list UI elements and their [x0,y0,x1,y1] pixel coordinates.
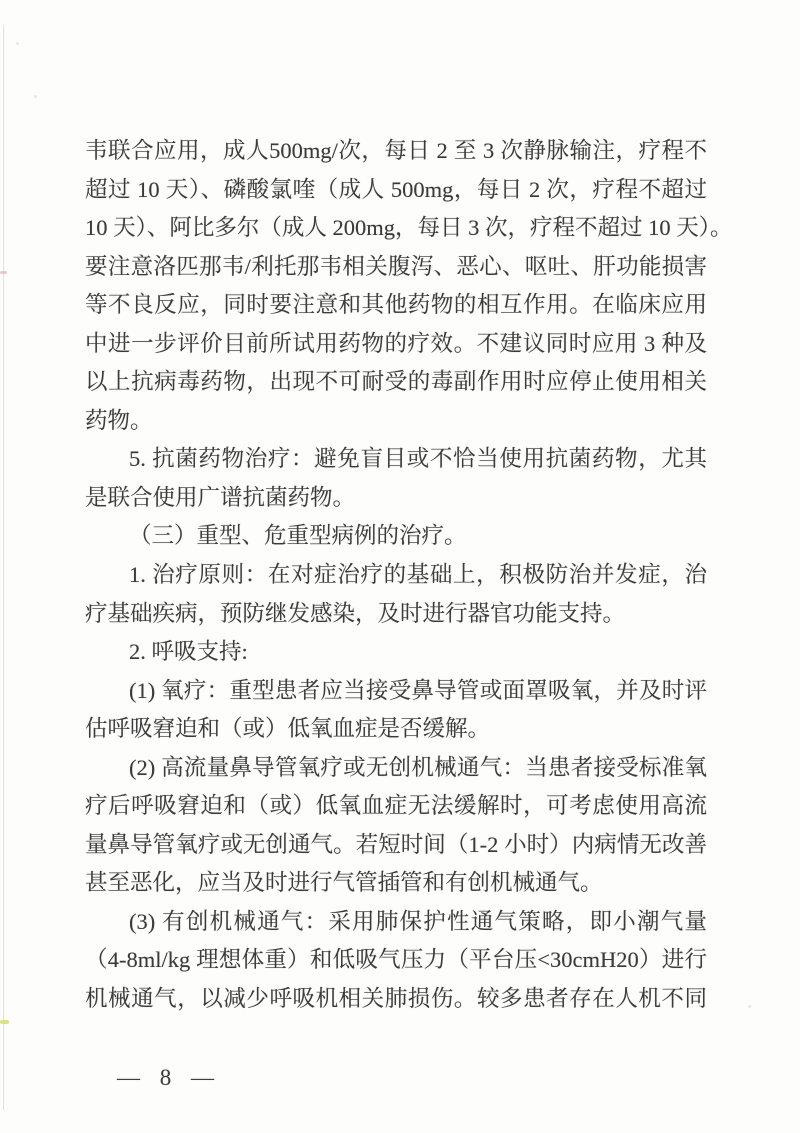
scan-speck [34,95,37,98]
page-number: — 8 — [117,1065,216,1090]
text-line: 5. 抗菌药物治疗：避免盲目或不恰当使用抗菌药物，尤其 [129,446,707,472]
text-line: 甚至恶化，应当及时进行气管插管和有创机械通气。 [85,870,603,896]
text-line: 以上抗病毒药物，出现不可耐受的毒副作用时应停止使用相关 [85,369,707,395]
text-line: 韦联合应用，成人500mg/次，每日 2 至 3 次静脉输注，疗程不 [85,138,707,163]
text-line: 疗基础疾病，预防继发感染，及时进行器官功能支持。 [85,600,626,626]
scan-edge-line [3,25,4,1110]
text-line: 机械通气，以减少呼吸机相关肺损伤。较多患者存在人机不同 [85,986,707,1012]
text-line: 2. 呼吸支持: [129,639,248,665]
text-line: 等不良反应，同时要注意和其他药物的相互作用。在临床应用 [85,292,707,318]
text-line: 1. 治疗原则：在对症治疗的基础上，积极防治并发症，治 [129,562,707,588]
text-line: 估呼吸窘迫和（或）低氧血症是否缓解。 [85,716,491,742]
text-line: 疗后呼吸窘迫和（或）低氧血症无法缓解时，可考虑使用高流 [85,793,707,819]
scan-mark-yellow [0,1020,9,1024]
text-line: （三）重型、危重型病例的治疗。 [129,523,467,549]
text-line: 超过 10 天）、磷酸氯喹（成人 500mg，每日 2 次，疗程不超过 [85,176,707,202]
text-line: 药物。 [85,407,153,433]
text-line: (2) 高流量鼻导管氧疗或无创机械通气：当患者接受标准氧 [129,754,707,780]
text-line: (1) 氧疗：重型患者应当接受鼻导管或面罩吸氧，并及时评 [129,677,707,703]
text-line: 量鼻导管氧疗或无创通气。若短时间（1-2 小时）内病情无改善 [85,831,707,857]
text-line: 要注意洛匹那韦/利托那韦相关腹泻、恶心、呕吐、肝功能损害 [85,253,707,279]
scan-speck [16,42,19,45]
text-line: (3) 有创机械通气：采用肺保护性通气策略，即小潮气量 [129,908,707,934]
scan-speck [748,1005,751,1008]
text-line: 10 天）、阿比多尔（成人 200mg，每日 3 次，疗程不超过 10 天）。 [85,215,733,241]
text-line: （4-8ml/kg 理想体重）和低吸气压力（平台压<30cmH20）进行 [85,947,707,973]
scan-mark-pink [0,271,7,274]
text-line: 中进一步评价目前所试用药物的疗效。不建议同时应用 3 种及 [85,330,707,356]
text-line: 是联合使用广谱抗菌药物。 [85,484,356,510]
document-text [85,132,733,1019]
